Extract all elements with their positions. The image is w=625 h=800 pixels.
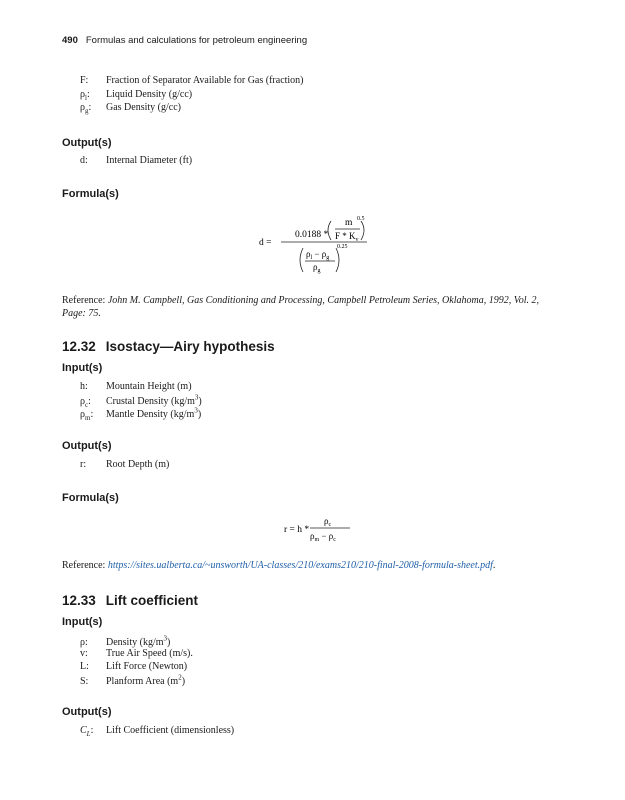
diameter-formula: [255, 208, 375, 283]
section-heading: [62, 593, 198, 608]
left-paren: [300, 248, 303, 272]
input-heading: Input(s): [62, 616, 103, 628]
output-text: Internal Diameter (ft): [106, 155, 193, 166]
right-paren: [336, 248, 339, 272]
input-symbol: $\rho_l$:: [80, 89, 90, 102]
output-item: [80, 459, 169, 470]
input-text: Fraction of Separator Available for Gas (fraction): [106, 75, 304, 86]
running-header: [62, 35, 307, 46]
section-title: Isostacy—Airy hypothesis: [105, 339, 275, 354]
formula-exp1: 0.5: [357, 216, 365, 222]
input-symbol: v:: [80, 648, 88, 659]
input-item: [80, 661, 187, 672]
input-item: [80, 648, 193, 659]
input-text: True Air Speed (m/s).: [106, 648, 193, 659]
output-heading: Output(s): [62, 440, 112, 452]
input-text: Planform Area $(m^2)$: [106, 674, 186, 688]
input-text: Gas Density (g/cc): [106, 102, 181, 113]
output-symbol: d:: [80, 155, 88, 166]
reference-label: Reference:: [62, 295, 106, 306]
input-text: Liquid Density (g/cc): [106, 89, 193, 100]
input-item: [80, 75, 304, 86]
reference-text: John M. Campbell, Gas Conditioning and Processing, Campbell Petroleum Series, Oklahoma, 1992, Vol. 2,: [107, 295, 539, 306]
input-text: Density $(kg/m^3)$: [106, 635, 171, 649]
input-item: [80, 635, 170, 648]
output-item: [80, 155, 192, 166]
input-symbol: h:: [80, 381, 88, 392]
running-title: Formulas and calculations for petroleum engineering: [85, 35, 308, 46]
input-symbol: $\rho_c$:: [80, 396, 91, 410]
output-symbol: r:: [80, 459, 87, 470]
root-depth-formula: [282, 512, 362, 548]
input-text: Mountain Height (m): [106, 381, 192, 392]
input-item: [80, 674, 185, 687]
section-number: 12.33: [62, 593, 96, 608]
formula-denominator: $\rho_m - \rho_c$: [310, 531, 336, 543]
reference: [62, 295, 539, 306]
reference-link[interactable]: https://sites.ualberta.ca/~unsworth/UA-classes/210/exams210/210-final-2008-formula-sheet.pdf: [107, 560, 493, 571]
input-item: [80, 407, 201, 422]
left-paren: [328, 221, 331, 240]
section-number: 12.32: [62, 339, 96, 354]
input-symbol: $\rho_g$:: [80, 102, 92, 115]
formula-fk: F * $K_v$: [335, 231, 359, 243]
input-symbol: ρ:: [80, 637, 88, 649]
formula-heading: Formula(s): [62, 188, 119, 200]
input-symbol: $\rho_m$:: [80, 409, 94, 423]
reference-text: Page: 75.: [62, 308, 101, 319]
input-symbol: L:: [80, 661, 89, 672]
formula-rho-diff: $\rho_l - \rho_g$: [306, 249, 330, 261]
formula-coef: 0.0188 *: [295, 230, 329, 240]
input-text: Crustal Density $(kg/m^3)$: [106, 394, 202, 408]
output-heading: Output(s): [62, 706, 112, 718]
input-item: [80, 381, 192, 392]
formula-exp2: 0.25: [337, 244, 348, 250]
input-heading: Input(s): [62, 362, 103, 374]
section-heading: [62, 339, 275, 354]
output-symbol: $C_L$:: [80, 725, 94, 738]
input-item: [80, 102, 181, 115]
right-paren: [361, 221, 364, 240]
formula-lhs: d =: [259, 238, 272, 248]
output-heading: Output(s): [62, 137, 112, 149]
input-text: Mantle Density $(kg/m^3)$: [106, 407, 202, 421]
output-item: [80, 725, 234, 738]
formula-m: m: [345, 218, 353, 228]
formula-rho-g: $\rho_g$: [313, 262, 321, 274]
page-number: 490: [62, 35, 78, 46]
reference-label: Reference:: [62, 560, 106, 571]
input-symbol: F:: [80, 75, 89, 86]
output-text: Root Depth (m): [106, 459, 170, 470]
reference: Reference: https://sites.ualberta.ca/~unsworth/UA-classes/210/exams210/210-final-2008-formula-sheet.pdf.: [62, 560, 496, 571]
input-item: [80, 89, 192, 102]
formula-heading: Formula(s): [62, 492, 119, 504]
section-title: Lift coefficient: [105, 593, 199, 608]
input-symbol: S:: [80, 676, 89, 688]
formula-lhs: r = h *: [284, 525, 310, 535]
reference-continued: [62, 308, 101, 319]
input-text: Lift Force (Newton): [106, 661, 188, 672]
formula-numerator: $\rho_c$: [324, 516, 332, 528]
output-text: Lift Coefficient (dimensionless): [106, 725, 235, 736]
